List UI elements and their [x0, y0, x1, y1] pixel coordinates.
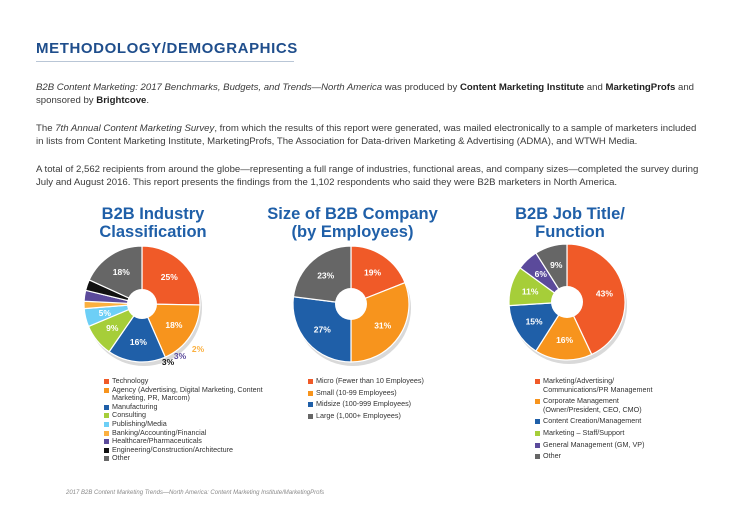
- legend-swatch: [104, 431, 109, 436]
- legend-swatch: [308, 379, 313, 384]
- org-cmi: Content Marketing Institute: [459, 82, 585, 93]
- legend-item: [104, 454, 264, 463]
- legend-item: [535, 377, 675, 394]
- legend-item: [535, 417, 675, 426]
- legend-label: Agency (Advertising, Digital Marketing, Content Marketing, PR, Marcom): [112, 384, 263, 403]
- company-size-legend: [308, 377, 438, 423]
- pie-data-label: 16%: [129, 337, 147, 348]
- legend-label: Publishing/Media: [112, 418, 167, 428]
- job-title-legend: [535, 377, 675, 464]
- pie-data-label: 27%: [313, 324, 331, 335]
- p1-text-2: and: [584, 82, 606, 93]
- p1-text-1: was produced by: [382, 82, 460, 93]
- legend-swatch: [104, 439, 109, 444]
- org-marketingprofs: MarketingProfs: [605, 82, 676, 93]
- legend-item: [308, 412, 438, 421]
- legend-swatch: [535, 443, 540, 448]
- pie-data-label: 16%: [556, 335, 574, 346]
- legend-swatch: [535, 379, 540, 384]
- legend-label: General Management (GM, VP): [543, 439, 645, 449]
- legend-label: Micro (Fewer than 10 Employees): [316, 376, 424, 385]
- legend-swatch: [104, 405, 109, 410]
- chart-title-industry: [68, 205, 238, 241]
- pie-data-label: 19%: [363, 267, 382, 278]
- pie-data-label: 5%: [98, 308, 111, 318]
- pie-data-label: 11%: [521, 286, 539, 297]
- p2-text-0: The: [36, 123, 56, 134]
- page-title: METHODOLOGY/DEMOGRAPHICS: [36, 40, 298, 57]
- legend-label: Marketing – Staff/Support: [543, 427, 625, 437]
- intro-paragraph-3: A total of 2,562 recipients from around the globe—representing a full range of industries, functional areas, and company sizes—completed the survey during July and August 2016. This report presents the findings from the 1,102 respondents who said they were B2B marketers in North America.: [36, 164, 699, 189]
- legend-label: Midsize (100-999 Employees): [316, 399, 412, 409]
- chart-title-job-title-line1: B2B Job Title/: [515, 205, 625, 223]
- chart-title-company-size-line2: (by Employees): [291, 223, 414, 241]
- pie-data-label: 25%: [160, 272, 178, 283]
- job-title-pie-chart: [505, 244, 645, 374]
- legend-swatch: [535, 419, 540, 424]
- legend-swatch: [535, 431, 540, 436]
- legend-item: [104, 386, 264, 403]
- pie-data-label: 31%: [374, 320, 392, 331]
- legend-label: Other: [543, 451, 561, 461]
- legend-swatch: [104, 456, 109, 461]
- legend-item: [308, 389, 438, 398]
- chart-title-industry-line2: Classification: [99, 223, 207, 241]
- intro-paragraph-1: [36, 81, 701, 107]
- legend-swatch: [104, 413, 109, 418]
- legend-label: Corporate Management (Owner/President, CEO, CMO): [543, 396, 642, 414]
- page-footer: 2017 B2B Content Marketing Trends—North America: Content Marketing Institute/MarketingProfs: [66, 490, 325, 496]
- legend-item: [535, 397, 675, 414]
- p1-text-4: .: [146, 95, 150, 107]
- legend-label: Content Creation/Management: [543, 416, 642, 426]
- chart-title-company-size: [260, 205, 445, 241]
- legend-label: Consulting: [112, 410, 146, 420]
- intro-paragraph-2: [36, 122, 701, 148]
- industry-legend: [104, 377, 264, 463]
- legend-label: Engineering/Construction/Architecture: [112, 444, 234, 454]
- pie-data-label: 9%: [106, 323, 119, 334]
- pie-center-hole: [127, 289, 157, 319]
- pie-data-label: 2%: [191, 344, 205, 354]
- legend-item: [535, 429, 675, 438]
- chart-title-job-title: [480, 205, 660, 241]
- legend-swatch: [535, 454, 540, 459]
- pie-center-hole: [551, 286, 583, 318]
- sponsor-brightcove: Brightcove: [96, 95, 147, 107]
- legend-swatch: [535, 399, 540, 404]
- p1-text-3: and sponsored by: [36, 82, 695, 107]
- legend-swatch: [104, 422, 109, 427]
- pie-data-label: 18%: [165, 320, 183, 331]
- company-size-pie-chart: [285, 244, 425, 374]
- legend-swatch: [104, 379, 109, 384]
- title-underline: [36, 61, 294, 62]
- legend-swatch: [308, 402, 313, 407]
- legend-item: [535, 441, 675, 450]
- legend-item: [308, 377, 438, 386]
- legend-label: Banking/Accounting/Financial: [112, 427, 207, 437]
- pie-center-hole: [335, 288, 367, 320]
- pie-data-label: 9%: [550, 260, 563, 271]
- report-name: B2B Content Marketing: 2017 Benchmarks, Budgets, and Trends—North America: [36, 82, 383, 93]
- legend-item: [535, 452, 675, 461]
- legend-swatch: [104, 388, 109, 393]
- chart-title-industry-line1: B2B Industry: [101, 205, 205, 223]
- chart-title-company-size-line1: Size of B2B Company: [267, 205, 438, 223]
- p2-text-rest: , from which the results of this report were generated, was mailed electronically to a sample of marketers included in lists from Content Marketing Institute, MarketingProfs, The Association for Data-driven Marketing & Advertising (ADMA), and WTWH Media.: [36, 123, 697, 148]
- legend-swatch: [308, 414, 313, 419]
- legend-label: Large (1,000+ Employees): [316, 410, 401, 420]
- pie-data-label: 3%: [173, 351, 187, 361]
- pie-data-label: 43%: [595, 288, 613, 299]
- legend-label: Healthcare/Pharmaceuticals: [112, 436, 202, 446]
- legend-label: Marketing/Advertising/ Communications/PR Management: [543, 376, 653, 394]
- legend-label: Manufacturing: [112, 401, 158, 411]
- pie-data-label: 18%: [112, 266, 130, 277]
- pie-data-label: 3%: [161, 357, 175, 367]
- chart-title-job-title-line2: Function: [535, 223, 605, 241]
- legend-label: Other: [112, 453, 130, 463]
- legend-item: [308, 400, 438, 409]
- survey-name: 7th Annual Content Marketing Survey: [55, 123, 215, 134]
- pie-data-label: 6%: [534, 269, 547, 280]
- legend-label: Technology: [112, 376, 149, 385]
- industry-pie-chart: [80, 244, 220, 379]
- pie-data-label: 15%: [525, 316, 543, 327]
- legend-swatch: [308, 391, 313, 396]
- legend-label: Small (10-99 Employees): [316, 387, 397, 397]
- legend-swatch: [104, 448, 109, 453]
- pie-data-label: 23%: [317, 270, 335, 281]
